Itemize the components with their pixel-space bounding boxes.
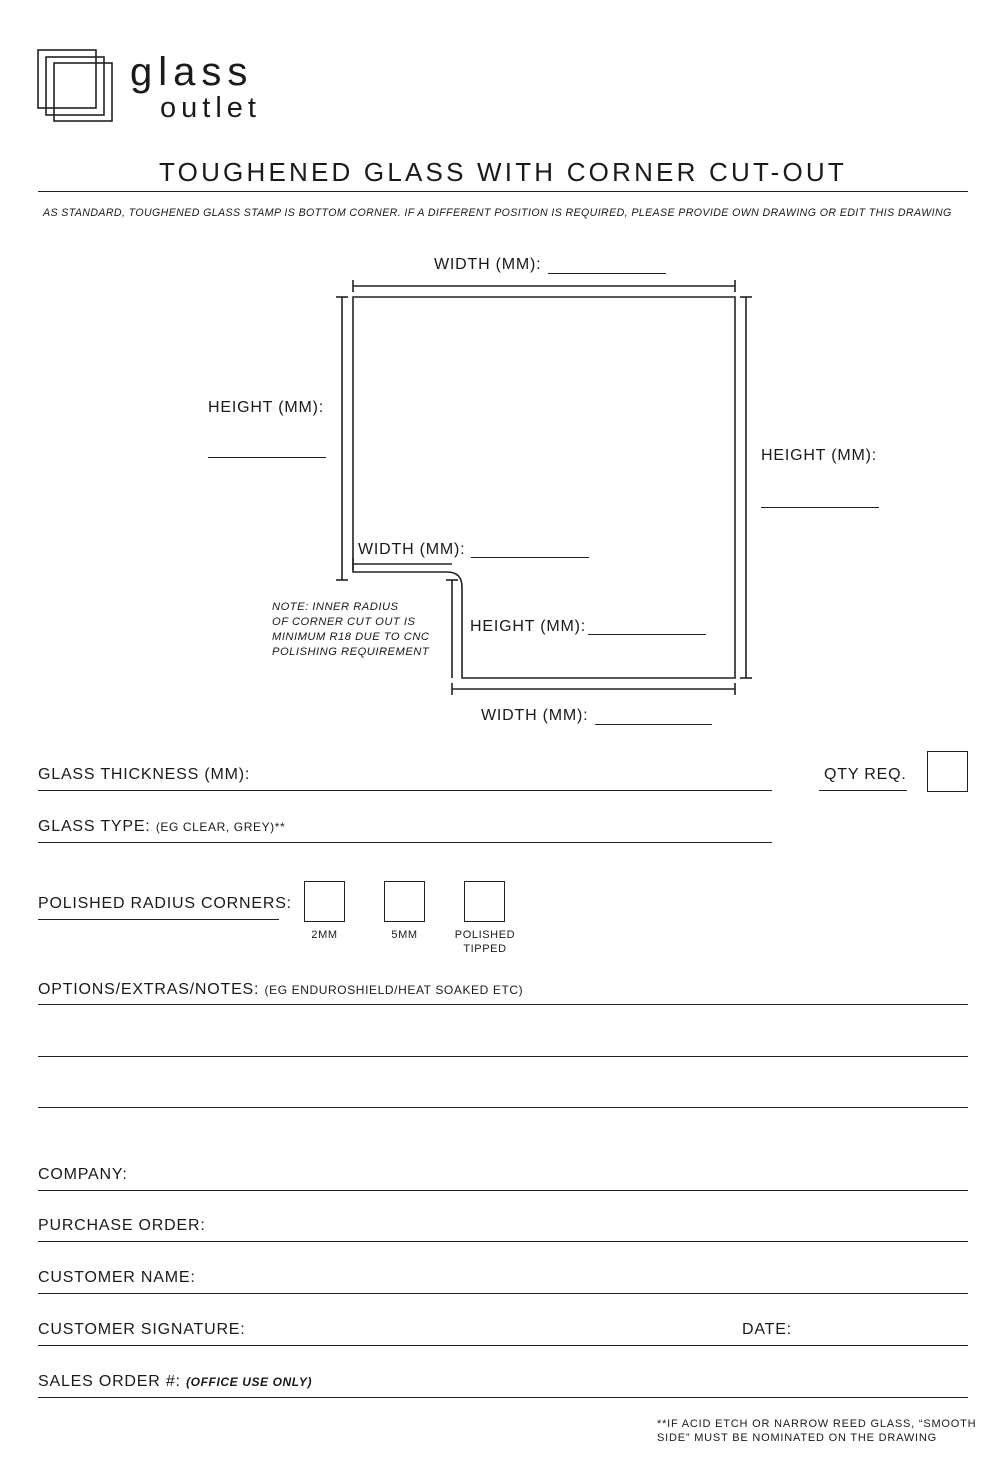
- footnote-line: SIDE” MUST BE NOMINATED ON THE DRAWING: [657, 1432, 937, 1444]
- glass-type-text: GLASS TYPE:: [38, 818, 151, 835]
- qty-box[interactable]: [927, 751, 968, 792]
- top-width-label: WIDTH (MM):: [434, 256, 542, 273]
- purchase-order-field[interactable]: [38, 1241, 968, 1242]
- glass-type-label: [38, 818, 285, 836]
- radius-5mm-checkbox[interactable]: [384, 881, 425, 922]
- radius-5mm-label: 5MM: [391, 929, 418, 941]
- options-label: [38, 981, 523, 999]
- page-title: TOUGHENED GLASS WITH CORNER CUT-OUT: [159, 157, 847, 187]
- sales-order-text: SALES ORDER #:: [38, 1373, 181, 1390]
- glass-type-hint: (EG CLEAR, GREY)**: [155, 820, 286, 834]
- cutout-note-line: POLISHING REQUIREMENT: [272, 646, 430, 658]
- customer-name-field[interactable]: [38, 1293, 968, 1294]
- sales-order-hint: (OFFICE USE ONLY): [186, 1375, 313, 1389]
- cutout-width-label: WIDTH (MM):: [358, 541, 466, 558]
- purchase-order-label: PURCHASE ORDER:: [38, 1217, 206, 1234]
- polished-tipped-checkbox[interactable]: [464, 881, 505, 922]
- company-field[interactable]: [38, 1190, 968, 1191]
- options-text: OPTIONS/EXTRAS/NOTES:: [38, 981, 260, 998]
- signature-date-field[interactable]: [38, 1345, 968, 1346]
- left-height-field[interactable]: [208, 457, 326, 458]
- glass-type-field[interactable]: [38, 842, 772, 843]
- options-line-3[interactable]: [38, 1107, 968, 1108]
- company-label: COMPANY:: [38, 1166, 128, 1183]
- polished-label: POLISHED: [454, 929, 516, 941]
- title-divider: [38, 191, 968, 192]
- radius-2mm-checkbox[interactable]: [304, 881, 345, 922]
- glass-thickness-field[interactable]: [38, 790, 772, 791]
- cutout-note: [272, 600, 429, 660]
- qty-label: QTY REQ.: [824, 766, 907, 783]
- right-height-field[interactable]: [761, 507, 879, 508]
- options-line-1[interactable]: [38, 1004, 968, 1005]
- cutout-height-label: HEIGHT (MM):: [470, 618, 586, 635]
- radius-corners-underline: [38, 919, 279, 920]
- radius-2mm-label: 2MM: [311, 929, 338, 941]
- qty-underline: [819, 790, 907, 791]
- tipped-label: TIPPED: [463, 943, 507, 955]
- bottom-width-field[interactable]: [595, 724, 712, 725]
- right-height-label: HEIGHT (MM):: [761, 447, 877, 464]
- options-hint: (EG ENDUROSHIELD/HEAT SOAKED ETC): [264, 983, 524, 997]
- sales-order-label: [38, 1373, 312, 1391]
- cutout-note-line: OF CORNER CUT OUT IS: [272, 616, 416, 628]
- customer-signature-label: CUSTOMER SIGNATURE:: [38, 1321, 246, 1338]
- page-subtitle: AS STANDARD, TOUGHENED GLASS STAMP IS BOTTOM CORNER. IF A DIFFERENT POSITION IS REQUIRED, PLEASE PROVIDE OWN DRAWING OR EDIT THIS DRAWING: [43, 207, 952, 219]
- cutout-width-field[interactable]: [471, 557, 589, 558]
- glass-thickness-label: GLASS THICKNESS (MM):: [38, 766, 251, 783]
- cutout-note-line: MINIMUM R18 DUE TO CNC: [272, 631, 430, 643]
- sales-order-field[interactable]: [38, 1397, 968, 1398]
- logo-text-outlet: outlet: [160, 92, 261, 124]
- bottom-width-label: WIDTH (MM):: [481, 707, 589, 724]
- footnote: [657, 1417, 976, 1445]
- top-width-field[interactable]: [548, 273, 666, 274]
- options-line-2[interactable]: [38, 1056, 968, 1057]
- footnote-line: **IF ACID ETCH OR NARROW REED GLASS, “SMOOTH: [657, 1418, 977, 1430]
- logo-text-glass: glass: [130, 50, 254, 94]
- cutout-note-line: NOTE: INNER RADIUS: [272, 601, 399, 613]
- date-label: DATE:: [742, 1321, 792, 1338]
- left-height-label: HEIGHT (MM):: [208, 399, 324, 416]
- radius-corners-label: POLISHED RADIUS CORNERS:: [38, 895, 292, 912]
- cutout-height-field[interactable]: [588, 634, 706, 635]
- customer-name-label: CUSTOMER NAME:: [38, 1269, 196, 1286]
